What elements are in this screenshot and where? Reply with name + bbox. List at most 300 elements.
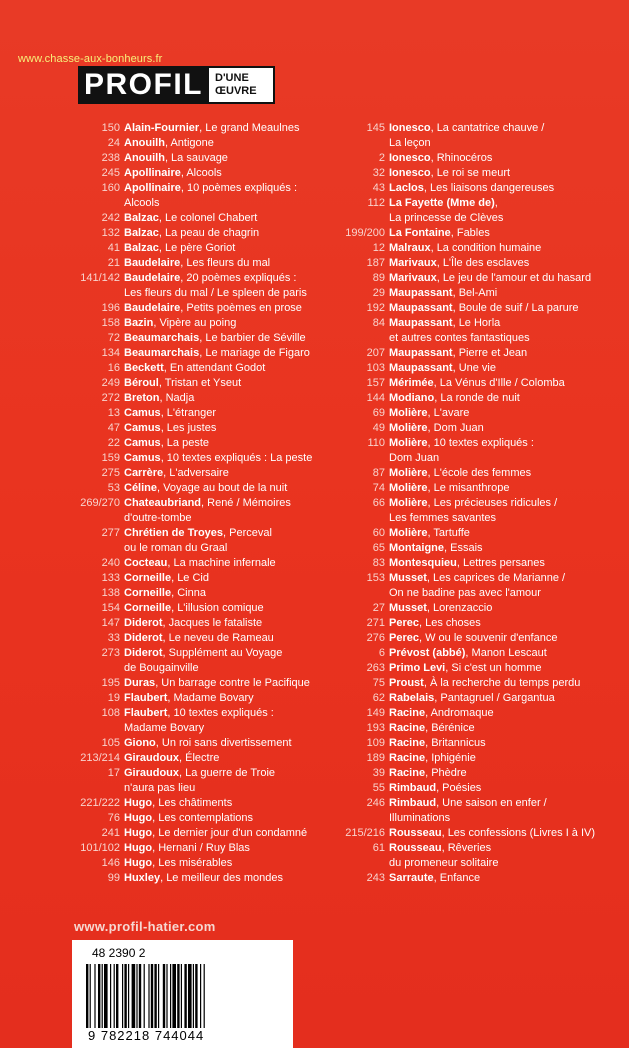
catalog-entry	[70, 406, 332, 421]
catalog-entry	[70, 766, 332, 796]
catalog-entry-line	[335, 751, 595, 766]
catalog-entry	[70, 631, 332, 646]
work-title: , L'adversaire	[163, 467, 229, 479]
work-title: , Si c'est un homme	[445, 662, 542, 674]
catalog-entry-line	[335, 481, 595, 496]
catalog-text	[124, 526, 332, 541]
author-name: Diderot	[124, 617, 163, 629]
work-title: , W ou le souvenir d'enfance	[418, 632, 558, 644]
catalog-text	[389, 226, 595, 241]
work-title: , Une saison en enfer /	[436, 797, 547, 809]
work-title-continued: et autres contes fantastiques	[389, 332, 530, 344]
catalog-entry-line	[70, 331, 332, 346]
catalog-entry-line	[70, 811, 332, 826]
catalog-entry-line	[335, 661, 595, 676]
catalog-text	[389, 736, 595, 751]
catalog-text	[389, 421, 595, 436]
catalog-entry-line	[335, 226, 595, 241]
catalog-number: 17	[107, 767, 120, 779]
catalog-number: 159	[101, 452, 120, 464]
catalog-text	[124, 226, 332, 241]
author-name: Montesquieu	[389, 557, 457, 569]
work-title: , 10 textes expliqués : La peste	[160, 452, 313, 464]
catalog-entry-line	[335, 391, 595, 406]
barcode-internal-code: 48 2390 2	[92, 946, 146, 960]
work-title: , À la recherche du temps perdu	[423, 677, 581, 689]
catalog-number: 32	[372, 167, 385, 179]
catalog-text	[124, 376, 332, 391]
catalog-entry-line	[70, 646, 332, 661]
catalog-right-column	[335, 121, 595, 886]
catalog-entry	[70, 601, 332, 616]
barcode-bar	[132, 964, 136, 1028]
catalog-entry-line	[70, 826, 332, 841]
catalog-entry-line	[70, 151, 332, 166]
catalog-entry	[335, 466, 595, 481]
catalog-entry	[335, 661, 595, 676]
catalog-entry	[335, 181, 595, 196]
catalog-entry-line	[70, 736, 332, 751]
catalog-number: 61	[372, 842, 385, 854]
catalog-entry-line	[335, 541, 595, 556]
catalog-entry	[335, 271, 595, 286]
catalog-entry-line	[335, 346, 595, 361]
catalog-entry-continuation	[70, 196, 332, 211]
catalog-number: 243	[366, 872, 385, 884]
catalog-entry-line	[70, 361, 332, 376]
catalog-number: 65	[372, 542, 385, 554]
catalog-text	[124, 496, 332, 511]
catalog-text	[124, 601, 332, 616]
catalog-text	[124, 181, 332, 196]
barcode-bar	[148, 964, 149, 1028]
catalog-entry	[70, 316, 332, 331]
catalog-text	[389, 436, 595, 451]
catalog-entry	[70, 346, 332, 361]
catalog-entry	[335, 646, 595, 661]
catalog-text	[389, 406, 595, 421]
author-name: Apollinaire	[124, 167, 181, 179]
work-title: , Le dernier jour d'un condamné	[152, 827, 308, 839]
catalog-number: 49	[372, 422, 385, 434]
catalog-entry-line	[70, 316, 332, 331]
catalog-entry-line	[335, 166, 595, 181]
catalog-text	[389, 706, 595, 721]
number-spacer	[70, 721, 124, 736]
catalog-entry	[70, 736, 332, 751]
catalog-number: 69	[372, 407, 385, 419]
author-name: Molière	[389, 482, 428, 494]
catalog-entry-line	[335, 436, 595, 451]
work-title: , Tristan et Yseut	[158, 377, 242, 389]
catalog-number: 62	[372, 692, 385, 704]
work-title: , Le roi se meurt	[430, 167, 511, 179]
barcode-bar	[122, 964, 123, 1028]
work-title: , Hernani / Ruy Blas	[152, 842, 250, 854]
author-name: La Fontaine	[389, 227, 451, 239]
barcode-bar	[128, 964, 129, 1028]
author-name: Corneille	[124, 572, 172, 584]
catalog-number: 74	[372, 482, 385, 494]
catalog-number: 145	[366, 122, 385, 134]
catalog-text	[124, 586, 332, 601]
author-name: Molière	[389, 467, 428, 479]
catalog-entry	[335, 571, 595, 601]
catalog-number: 47	[107, 422, 120, 434]
catalog-entry	[335, 226, 595, 241]
catalog-text	[389, 496, 595, 511]
catalog-entry-line	[335, 151, 595, 166]
catalog-number: 101/102	[80, 842, 120, 854]
number-spacer	[335, 211, 389, 226]
catalog-text	[124, 166, 332, 181]
catalog-number: 105	[101, 737, 120, 749]
catalog-entry	[70, 571, 332, 586]
catalog-entry	[70, 811, 332, 826]
catalog-entry-line	[335, 271, 595, 286]
barcode-bar	[163, 964, 165, 1028]
catalog-entry-continuation	[335, 136, 595, 151]
catalog-text	[124, 841, 332, 856]
work-title: , Fables	[450, 227, 490, 239]
work-title: , Le jeu de l'amour et du hasard	[436, 272, 592, 284]
catalog-entry-continuation	[70, 511, 332, 526]
catalog-text	[124, 121, 332, 136]
catalog-number: 12	[372, 242, 385, 254]
catalog-entry	[335, 316, 595, 346]
author-name: Musset	[389, 572, 427, 584]
barcode-bar	[172, 964, 176, 1028]
isbn-number: 9 782218 744044	[88, 1028, 205, 1043]
author-name: Hugo	[124, 857, 153, 869]
catalog-text	[124, 856, 332, 871]
author-name: Molière	[389, 407, 428, 419]
author-name: Hugo	[124, 842, 153, 854]
catalog-entry-line	[335, 241, 595, 256]
catalog-entry	[70, 421, 332, 436]
barcode-bar	[110, 964, 111, 1028]
catalog-entry	[335, 826, 595, 841]
catalog-entry-line	[335, 571, 595, 586]
catalog-text	[124, 301, 332, 316]
work-title: , Nadja	[159, 392, 195, 404]
catalog-number: 241	[101, 827, 120, 839]
catalog-entry	[70, 331, 332, 346]
work-title: , Le père Goriot	[158, 242, 236, 254]
catalog-entry	[70, 121, 332, 136]
catalog-number: 133	[101, 572, 120, 584]
catalog-entry-line	[70, 841, 332, 856]
catalog-number: 158	[101, 317, 120, 329]
catalog-number: 246	[366, 797, 385, 809]
catalog-text	[124, 631, 332, 646]
catalog-text	[389, 676, 595, 691]
catalog-entry-continuation	[335, 331, 595, 346]
catalog-entry	[335, 556, 595, 571]
profil-logo	[78, 66, 275, 104]
catalog-entry	[335, 166, 595, 181]
catalog-entry-continuation	[335, 586, 595, 601]
catalog-entry-line	[335, 316, 595, 331]
catalog-entry	[70, 361, 332, 376]
work-title: , Tartuffe	[427, 527, 470, 539]
catalog-number: 134	[101, 347, 120, 359]
catalog-entry	[335, 631, 595, 646]
catalog-entry	[335, 526, 595, 541]
catalog-entry-continuation	[70, 661, 332, 676]
catalog-number: 6	[378, 647, 385, 659]
catalog-entry-line	[335, 616, 595, 631]
catalog-text	[124, 811, 332, 826]
author-name: Beckett	[124, 362, 164, 374]
catalog-entry-line	[70, 436, 332, 451]
number-spacer	[70, 781, 124, 796]
work-title: , Britannicus	[425, 737, 486, 749]
catalog-entry	[335, 151, 595, 166]
author-name: Camus	[124, 407, 161, 419]
author-name: Maupassant	[389, 302, 453, 314]
work-title: , Rêveries	[441, 842, 492, 854]
author-name: Rousseau	[389, 842, 442, 854]
work-title: , Pierre et Jean	[452, 347, 528, 359]
barcode-bar	[195, 964, 197, 1028]
catalog-number: 273	[101, 647, 120, 659]
author-name: Racine	[389, 737, 426, 749]
work-title: , L'avare	[427, 407, 470, 419]
work-title: , Les châtiments	[152, 797, 233, 809]
author-name: Marivaux	[389, 272, 437, 284]
catalog-left-column	[70, 121, 332, 886]
barcode-bar	[104, 964, 108, 1028]
catalog-number: 195	[101, 677, 120, 689]
work-title: , René / Mémoires	[201, 497, 291, 509]
catalog-entry	[335, 301, 595, 316]
author-name: Proust	[389, 677, 424, 689]
number-spacer	[70, 196, 124, 211]
catalog-number: 147	[101, 617, 120, 629]
author-name: Duras	[124, 677, 156, 689]
barcode-bar	[102, 964, 103, 1028]
author-name: Cocteau	[124, 557, 168, 569]
work-title: , Un roi sans divertissement	[155, 737, 292, 749]
catalog-text	[389, 616, 595, 631]
catalog-entry	[335, 256, 595, 271]
catalog-entry-line	[70, 256, 332, 271]
catalog-text	[124, 706, 332, 721]
catalog-text	[389, 751, 595, 766]
work-title: , La condition humaine	[430, 242, 542, 254]
barcode-bar	[188, 964, 192, 1028]
catalog-entry-line	[335, 736, 595, 751]
author-name: Anouilh	[124, 137, 165, 149]
author-name: Baudelaire	[124, 257, 181, 269]
author-name: Racine	[389, 767, 426, 779]
work-title: , Dom Juan	[427, 422, 484, 434]
catalog-entry	[70, 436, 332, 451]
work-title: , Alcools	[180, 167, 222, 179]
catalog-entry-line	[335, 601, 595, 616]
catalog-entry	[70, 526, 332, 556]
author-name: Beaumarchais	[124, 332, 200, 344]
catalog-number: 240	[101, 557, 120, 569]
work-title: , Essais	[444, 542, 483, 554]
author-name: Huxley	[124, 872, 161, 884]
catalog-text	[389, 196, 595, 211]
catalog-entry-line	[335, 826, 595, 841]
catalog-number: 269/270	[80, 497, 120, 509]
catalog-number: 2	[378, 152, 385, 164]
catalog-entry-continuation	[70, 286, 332, 301]
number-spacer	[335, 511, 389, 526]
catalog-text	[124, 616, 332, 631]
work-title: ,	[494, 197, 498, 209]
author-name: Maupassant	[389, 347, 453, 359]
catalog-text	[124, 796, 332, 811]
catalog-text	[124, 736, 332, 751]
work-title-continued: La princesse de Clèves	[389, 212, 504, 224]
author-name: Flaubert	[124, 692, 168, 704]
catalog-entry	[335, 721, 595, 736]
catalog-number: 13	[107, 407, 120, 419]
catalog-text	[124, 676, 332, 691]
work-title: , Supplément au Voyage	[162, 647, 283, 659]
catalog-text	[124, 346, 332, 361]
catalog-entry	[70, 241, 332, 256]
catalog-entry-line	[335, 706, 595, 721]
catalog-entry	[70, 676, 332, 691]
catalog-number: 22	[107, 437, 120, 449]
catalog-number: 16	[107, 362, 120, 374]
catalog-entry-line	[70, 136, 332, 151]
catalog-entry-line	[335, 691, 595, 706]
work-title-continued: de Bougainville	[124, 662, 199, 674]
catalog-text	[124, 481, 332, 496]
catalog-entry	[70, 616, 332, 631]
catalog-number: 141/142	[80, 272, 120, 284]
work-title: , Le neveu de Rameau	[162, 632, 274, 644]
catalog-entry-line	[70, 631, 332, 646]
author-name: Giraudoux	[124, 767, 180, 779]
author-name: Camus	[124, 437, 161, 449]
author-name: Chateaubriand	[124, 497, 202, 509]
work-title: , Voyage au bout de la nuit	[157, 482, 288, 494]
author-name: Ionesco	[389, 122, 431, 134]
catalog-number: 153	[366, 572, 385, 584]
catalog-entry-line	[335, 466, 595, 481]
work-title: , Rhinocéros	[430, 152, 493, 164]
catalog-number: 108	[101, 707, 120, 719]
catalog-entry	[335, 871, 595, 886]
catalog-number: 83	[372, 557, 385, 569]
catalog-number: 55	[372, 782, 385, 794]
catalog-entry	[335, 481, 595, 496]
catalog-number: 193	[366, 722, 385, 734]
author-name: Diderot	[124, 647, 163, 659]
author-name: Giono	[124, 737, 156, 749]
barcode-bar	[184, 964, 186, 1028]
author-name: Béroul	[124, 377, 159, 389]
number-spacer	[335, 331, 389, 346]
barcode-bar	[86, 964, 88, 1028]
work-title: , Une vie	[452, 362, 496, 374]
catalog-entry-line	[335, 181, 595, 196]
author-name: Beaumarchais	[124, 347, 200, 359]
catalog-text	[389, 151, 595, 166]
catalog-entry-line	[335, 376, 595, 391]
catalog-entry-line	[70, 556, 332, 571]
author-name: Perec	[389, 632, 419, 644]
work-title-continued: Les fleurs du mal / Le spleen de paris	[124, 287, 307, 299]
catalog-entry-continuation	[70, 721, 332, 736]
author-name: La Fayette (Mme de)	[389, 197, 495, 209]
catalog-text	[389, 871, 595, 886]
work-title: , Les précieuses ridicules /	[427, 497, 558, 509]
catalog-text	[389, 796, 595, 811]
catalog-entry-line	[70, 706, 332, 721]
barcode-bar	[114, 964, 115, 1028]
catalog-text	[389, 556, 595, 571]
barcode-bar	[116, 964, 118, 1028]
author-name: Molière	[389, 422, 428, 434]
catalog-entry-line	[70, 271, 332, 286]
catalog-entry-line	[335, 421, 595, 436]
catalog-entry	[335, 541, 595, 556]
catalog-text	[124, 136, 332, 151]
catalog-text	[389, 166, 595, 181]
author-name: Maupassant	[389, 287, 453, 299]
catalog-text	[389, 481, 595, 496]
catalog-number: 196	[101, 302, 120, 314]
website-watermark: www.chasse-aux-bonheurs.fr	[18, 53, 163, 65]
barcode-bar	[177, 964, 179, 1028]
work-title: , La cantatrice chauve /	[430, 122, 545, 134]
catalog-text	[389, 391, 595, 406]
work-title: , Les confessions (Livres I à IV)	[441, 827, 596, 839]
catalog-number: 215/216	[345, 827, 385, 839]
barcode-sticker	[72, 940, 293, 1048]
author-name: Mérimée	[389, 377, 434, 389]
work-title-continued: Les femmes savantes	[389, 512, 496, 524]
work-title: , Cinna	[171, 587, 206, 599]
author-name: Camus	[124, 422, 161, 434]
catalog-number: 19	[107, 692, 120, 704]
catalog-entry-line	[70, 496, 332, 511]
catalog-number: 53	[107, 482, 120, 494]
catalog-number: 76	[107, 812, 120, 824]
catalog-number: 242	[101, 212, 120, 224]
catalog-text	[124, 826, 332, 841]
work-title-continued: Illuminations	[389, 812, 451, 824]
catalog-number: 157	[366, 377, 385, 389]
catalog-entry-line	[70, 421, 332, 436]
catalog-entry	[70, 496, 332, 526]
author-name: Molière	[389, 527, 428, 539]
work-title: , La peau de chagrin	[158, 227, 260, 239]
catalog-entry	[335, 241, 595, 256]
barcode-bar	[139, 964, 141, 1028]
number-spacer	[335, 451, 389, 466]
catalog-entry	[335, 496, 595, 526]
author-name: Apollinaire	[124, 182, 181, 194]
work-title-continued: Dom Juan	[389, 452, 440, 464]
author-name: Prévost (abbé)	[389, 647, 466, 659]
catalog-entry-line	[335, 871, 595, 886]
catalog-entry-line	[70, 406, 332, 421]
barcode-bar	[204, 964, 205, 1028]
catalog-entry-line	[70, 766, 332, 781]
catalog-entry	[70, 151, 332, 166]
catalog-text	[124, 271, 332, 286]
